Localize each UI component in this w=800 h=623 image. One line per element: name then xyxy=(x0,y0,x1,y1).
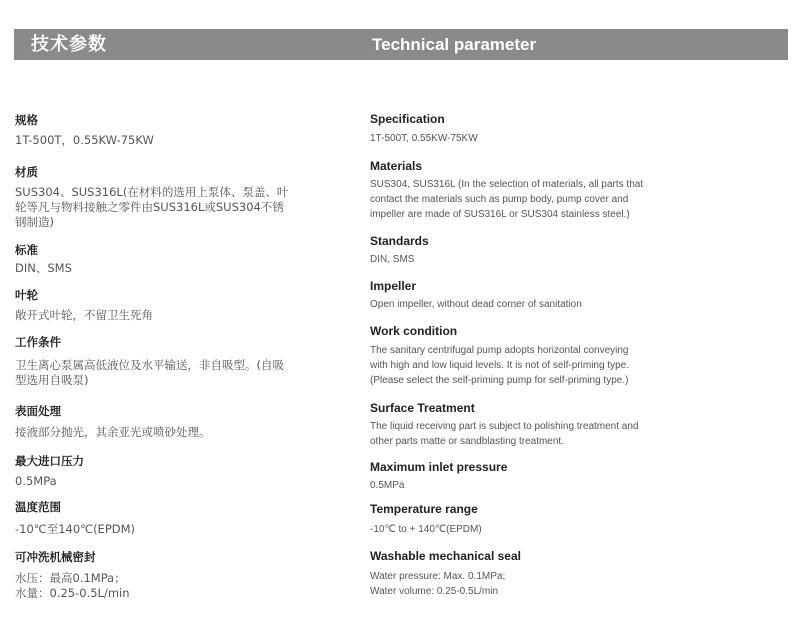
max-inlet-pressure-label: 最大进口压力 xyxy=(15,454,84,468)
mechanical-seal-label: 可冲洗机械密封 xyxy=(15,550,96,564)
impeller-value: 敞开式叶轮，不留卫生死角 xyxy=(15,308,153,322)
section-title-en: Technical parameter xyxy=(372,35,537,54)
temperature-range-item-en xyxy=(370,502,670,537)
temperature-range-item-cn xyxy=(15,499,315,537)
max-inlet-pressure-label: Maximum inlet pressure xyxy=(370,460,508,474)
work-condition-item-en xyxy=(370,324,670,388)
work-condition-label: 工作条件 xyxy=(15,335,61,349)
standards-item-cn xyxy=(15,242,315,276)
impeller-item-cn xyxy=(15,287,315,323)
mechanical-seal-label: Washable mechanical seal xyxy=(370,549,521,563)
mechanical-seal-item-cn xyxy=(15,549,315,601)
spec-item-cn xyxy=(15,112,315,148)
mechanical-seal-item-en xyxy=(370,549,670,599)
spec-value: 1T-500T，0.55KW-75KW xyxy=(15,133,154,147)
work-condition-value: 卫生离心泵属高低液位及水平输送，非自吸型。(自吸 型选用自吸泵) xyxy=(15,358,284,387)
materials-value: SUS304, SUS316L (In the selection of materials, all parts that contact the materials such as pump body, pump cover and impeller are made of SUS316L or SUS304 stainless steel.) xyxy=(370,179,644,220)
section-title-cn: 技术参数 xyxy=(31,34,107,55)
spec-label: 规格 xyxy=(15,113,38,127)
max-inlet-pressure-item-en xyxy=(370,460,670,493)
impeller-label: 叶轮 xyxy=(15,288,38,302)
surface-treatment-label: Surface Treatment xyxy=(370,401,475,415)
header-bar xyxy=(14,29,788,60)
temperature-range-label: 温度范围 xyxy=(15,500,61,514)
materials-value: SUS304、SUS316L(在材料的选用上泵体、泵盖、叶 轮等凡与物料接触之零件由SUS316L或SUS304不锈 钢制造) xyxy=(15,185,289,229)
materials-label: 材质 xyxy=(15,165,38,179)
materials-item-en xyxy=(370,159,670,222)
surface-treatment-item-en xyxy=(370,401,670,449)
surface-treatment-item-cn xyxy=(15,403,315,440)
mechanical-seal-value: Water pressure: Max. 0.1MPa; Water volume: 0.25-0.5L/min xyxy=(370,571,506,597)
standards-value: DIN、SMS xyxy=(15,261,72,275)
max-inlet-pressure-value: 0.5MPa xyxy=(15,474,57,488)
work-condition-label: Work condition xyxy=(370,324,458,338)
work-condition-item-cn xyxy=(15,334,315,388)
temperature-range-label: Temperature range xyxy=(370,502,478,516)
standards-value: DIN, SMS xyxy=(370,254,415,265)
materials-label: Materials xyxy=(370,159,423,173)
surface-treatment-label: 表面处理 xyxy=(15,404,61,418)
impeller-value: Open impeller, without dead corner of sanitation xyxy=(370,299,582,310)
surface-treatment-value: The liquid receiving part is subject to polishing treatment and other parts matte or sandblasting treatment. xyxy=(370,421,639,447)
work-condition-value: The sanitary centrifugal pump adopts horizontal conveying with high and low liquid levels. It is not of self-priming type. (Please select the self-priming pump for self-priming type.) xyxy=(370,345,630,386)
surface-treatment-value: 接液部分抛光，其余亚光或喷砂处理。 xyxy=(15,425,211,439)
max-inlet-pressure-value: 0.5MPa xyxy=(370,480,405,491)
mechanical-seal-value: 水压：最高0.1MPa； 水量：0.25-0.5L/min xyxy=(15,571,130,600)
materials-item-cn xyxy=(15,164,315,230)
standards-label: Standards xyxy=(370,234,429,248)
impeller-label: Impeller xyxy=(370,279,417,293)
standards-item-en xyxy=(370,234,670,267)
standards-label: 标准 xyxy=(15,243,38,257)
impeller-item-en xyxy=(370,279,670,312)
spec-label: Specification xyxy=(370,112,445,126)
spec-item-en xyxy=(370,112,670,146)
temperature-range-value: -10℃至140℃(EPDM) xyxy=(15,522,136,536)
temperature-range-value: -10℃ to + 140℃(EPDM) xyxy=(370,524,482,535)
max-inlet-pressure-item-cn xyxy=(15,453,315,489)
spec-value: 1T-500T, 0.55KW-75KW xyxy=(370,133,478,144)
